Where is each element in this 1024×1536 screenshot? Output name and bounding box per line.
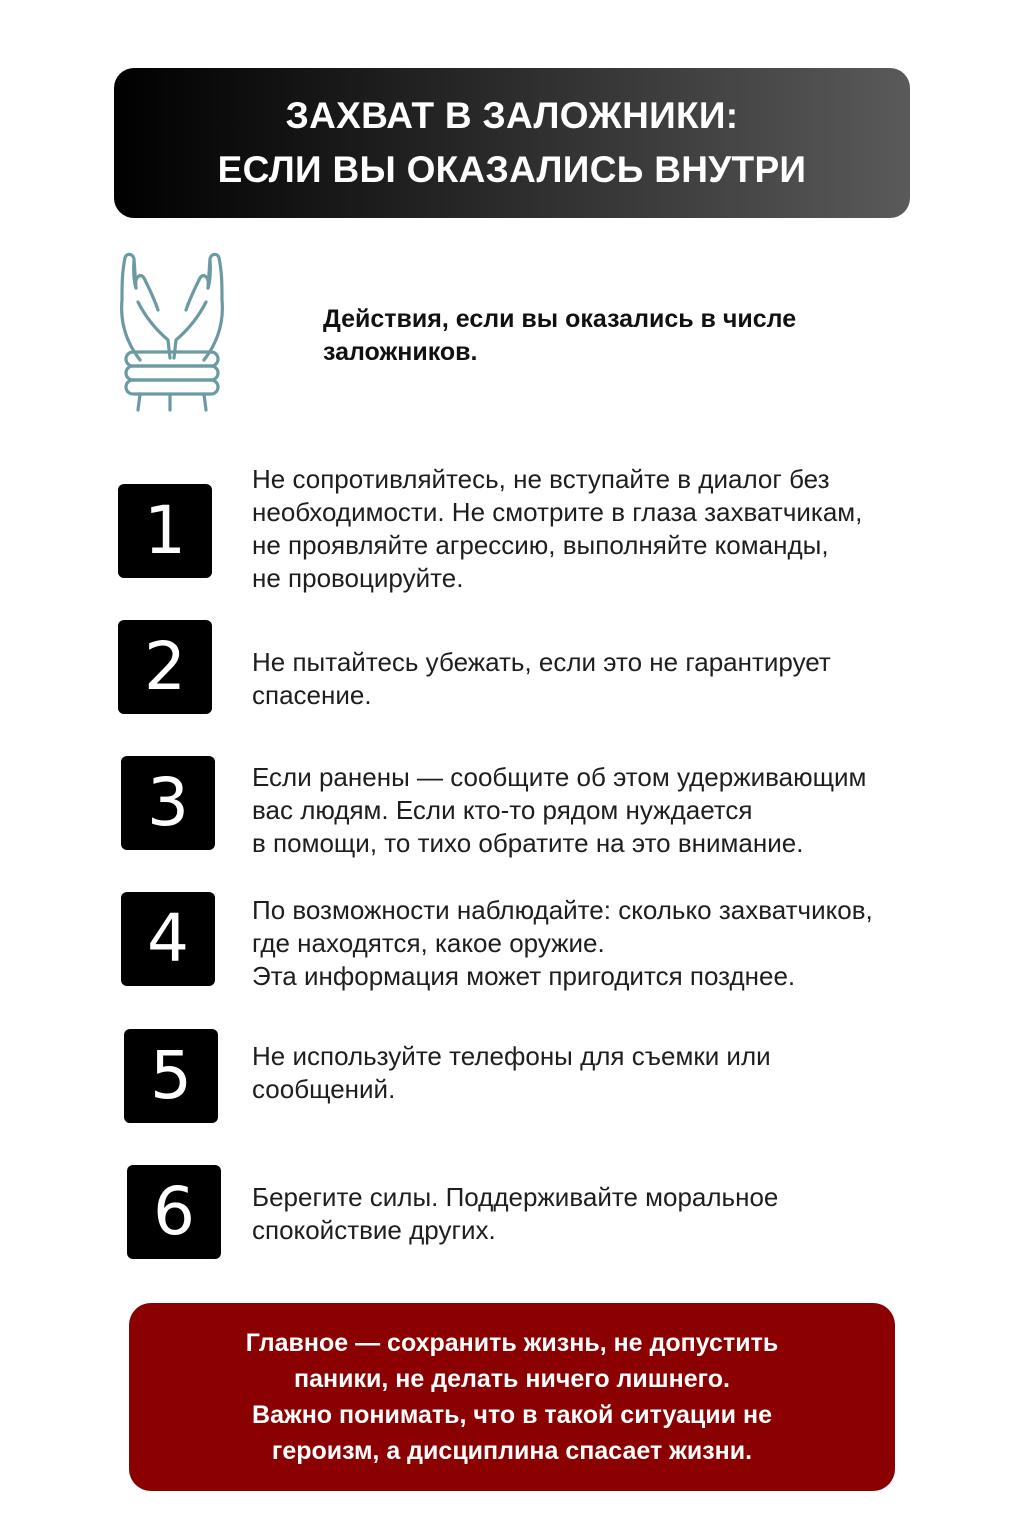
key-message-line: Важно понимать, что в такой ситуации не bbox=[252, 1401, 772, 1429]
step-number-badge: 1 bbox=[118, 484, 212, 578]
step-text-line: в помощи, то тихо обратите на это внимание. bbox=[252, 828, 804, 858]
tied-hands-icon bbox=[112, 250, 232, 412]
step-text bbox=[252, 646, 952, 712]
step-text-line: необходимости. Не смотрите в глаза захватчикам, bbox=[252, 497, 863, 527]
intro-line-1: Действия, если вы оказались в числе bbox=[323, 305, 797, 333]
key-message-box bbox=[129, 1303, 895, 1491]
step-text bbox=[252, 1040, 952, 1106]
step-text-line: сообщений. bbox=[252, 1074, 396, 1104]
step-text bbox=[252, 463, 952, 595]
step-text-line: не провоцируйте. bbox=[252, 563, 464, 593]
key-message-line: героизм, а дисциплина спасает жизни. bbox=[271, 1437, 753, 1465]
step-text bbox=[252, 1181, 888, 1247]
title-line-2: ЕСЛИ ВЫ ОКАЗАЛИСЬ ВНУТРИ bbox=[217, 149, 807, 190]
step-text-line: Эта информация может пригодится позднее. bbox=[252, 961, 796, 991]
step-number-badge: 5 bbox=[124, 1029, 218, 1123]
step-text-line: Берегите силы. Поддерживайте моральное bbox=[252, 1182, 779, 1212]
key-message-line: Главное — сохранить жизнь, не допустить bbox=[245, 1329, 779, 1357]
step-text-line: По возможности наблюдайте: сколько захватчиков, bbox=[252, 895, 873, 925]
intro-text bbox=[323, 303, 883, 369]
title-banner bbox=[114, 68, 910, 218]
step-text-line: вас людям. Если кто-то рядом нуждается bbox=[252, 795, 753, 825]
key-message-line: паники, не делать ничего лишнего. bbox=[294, 1365, 730, 1393]
step-number-badge: 4 bbox=[121, 892, 215, 986]
step-text-line: Не пытайтесь убежать, если это не гарантирует bbox=[252, 647, 831, 677]
step-text-line: спасение. bbox=[252, 680, 372, 710]
step-text-line: спокойствие других. bbox=[252, 1215, 496, 1245]
step-number-badge: 2 bbox=[118, 620, 212, 714]
step-text bbox=[252, 761, 952, 860]
intro-line-2: заложников. bbox=[323, 338, 478, 366]
step-number-badge: 6 bbox=[127, 1165, 221, 1259]
step-text-line: Не используйте телефоны для съемки или bbox=[252, 1041, 771, 1071]
step-text-line: Не сопротивляйтесь, не вступайте в диалог без bbox=[252, 464, 830, 494]
step-text-line: Если ранены — сообщите об этом удерживающим bbox=[252, 762, 867, 792]
step-text-line: где находятся, какое оружие. bbox=[252, 928, 605, 958]
step-text-line: не проявляйте агрессию, выполняйте команды, bbox=[252, 530, 829, 560]
step-number-badge: 3 bbox=[121, 756, 215, 850]
step-text bbox=[252, 894, 952, 993]
title-line-1: ЗАХВАТ В ЗАЛОЖНИКИ: bbox=[285, 95, 739, 136]
